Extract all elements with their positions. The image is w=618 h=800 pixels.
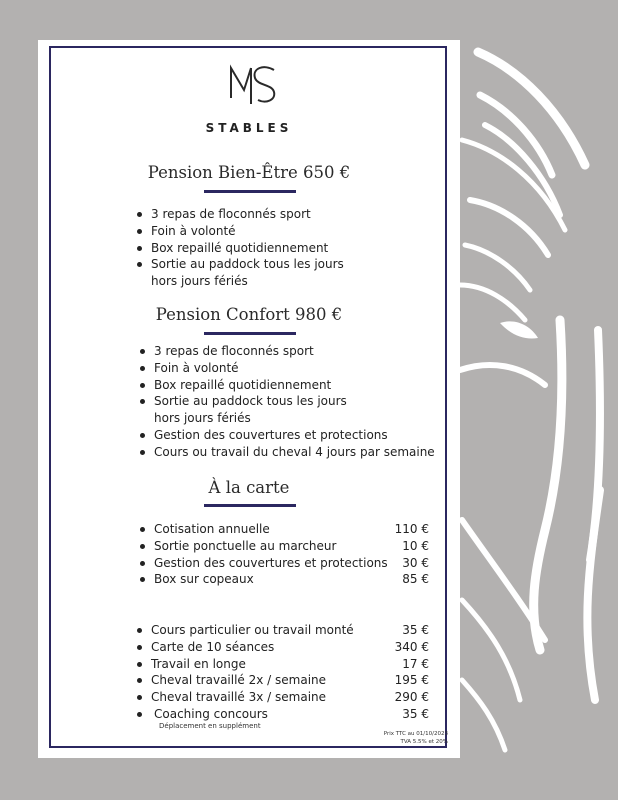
list-item — [139, 538, 429, 555]
item-text: Travail en longe — [151, 656, 246, 671]
footnote-line: TVA 5.5% et 20% — [400, 739, 448, 745]
item-text: Gestion des couvertures et protections — [154, 555, 388, 570]
list-item — [136, 656, 429, 673]
item-price: 35 € — [402, 623, 429, 637]
item-text: Cheval travaillé 2x / semaine — [151, 673, 327, 688]
item-text: Carte de 10 séances — [151, 639, 275, 654]
item-text: Cheval travaillé 3x / semaine — [151, 690, 327, 705]
lessons-list — [136, 622, 429, 723]
item-price: 17 € — [402, 656, 429, 671]
list-item — [139, 571, 429, 588]
brand-name: STABLES — [205, 121, 293, 135]
list-item — [139, 393, 435, 427]
list-item: Foin à volonté — [139, 360, 435, 377]
item-text: Sortie ponctuelle au marcheur — [154, 538, 337, 553]
section-title-confort: Pension Confort 980 € — [155, 305, 343, 324]
section-rule — [204, 332, 296, 335]
bien-etre-list — [136, 206, 344, 290]
item-text: Sortie au paddock tous les jours — [154, 394, 347, 409]
list-item: Gestion des couvertures et protections — [139, 427, 435, 444]
item-text: Coaching concours — [154, 706, 268, 721]
list-item: Box repaillé quotidiennement — [136, 240, 344, 257]
section-title-a-la-carte: À la carte — [208, 478, 290, 497]
list-item: 3 repas de floconnés sport — [136, 206, 344, 223]
section-rule — [204, 190, 296, 193]
price-footnote — [338, 730, 448, 746]
ms-logo — [228, 62, 280, 106]
list-item — [136, 639, 429, 656]
list-item: 3 repas de floconnés sport — [139, 343, 435, 360]
item-price: 30 € — [402, 555, 429, 570]
list-item — [136, 672, 429, 689]
list-item — [136, 256, 344, 290]
list-item: Box repaillé quotidiennement — [139, 377, 435, 394]
item-continuation: hors jours fériés — [154, 411, 251, 426]
confort-list — [139, 343, 435, 461]
menu-card — [38, 40, 460, 758]
item-price: 340 € — [394, 639, 429, 654]
list-item — [139, 521, 429, 538]
item-text: Cours particulier ou travail monté — [151, 623, 354, 637]
item-price: 290 € — [394, 690, 429, 705]
item-price: 35 € — [402, 706, 429, 721]
item-price: 110 € — [394, 522, 429, 536]
item-text: Sortie au paddock tous les jours — [151, 257, 344, 272]
item-price: 195 € — [394, 673, 429, 688]
list-item — [136, 706, 429, 723]
list-item: Cours ou travail du cheval 4 jours par semaine — [139, 444, 435, 461]
section-rule — [204, 504, 296, 507]
travel-note: Déplacement en supplément — [159, 722, 261, 730]
list-item — [136, 622, 429, 639]
a-la-carte-list — [139, 521, 429, 588]
list-item: Foin à volonté — [136, 223, 344, 240]
item-continuation: hors jours fériés — [151, 274, 248, 289]
section-title-bien-etre: Pension Bien-Être 650 € — [147, 163, 351, 182]
item-price: 10 € — [402, 538, 429, 553]
item-text: Box sur copeaux — [154, 572, 254, 587]
footnote-line: Prix TTC au 01/10/2023 — [383, 731, 448, 737]
list-item — [139, 555, 429, 572]
list-item — [136, 689, 429, 706]
item-price: 85 € — [402, 572, 429, 587]
item-text: Cotisation annuelle — [154, 522, 270, 536]
